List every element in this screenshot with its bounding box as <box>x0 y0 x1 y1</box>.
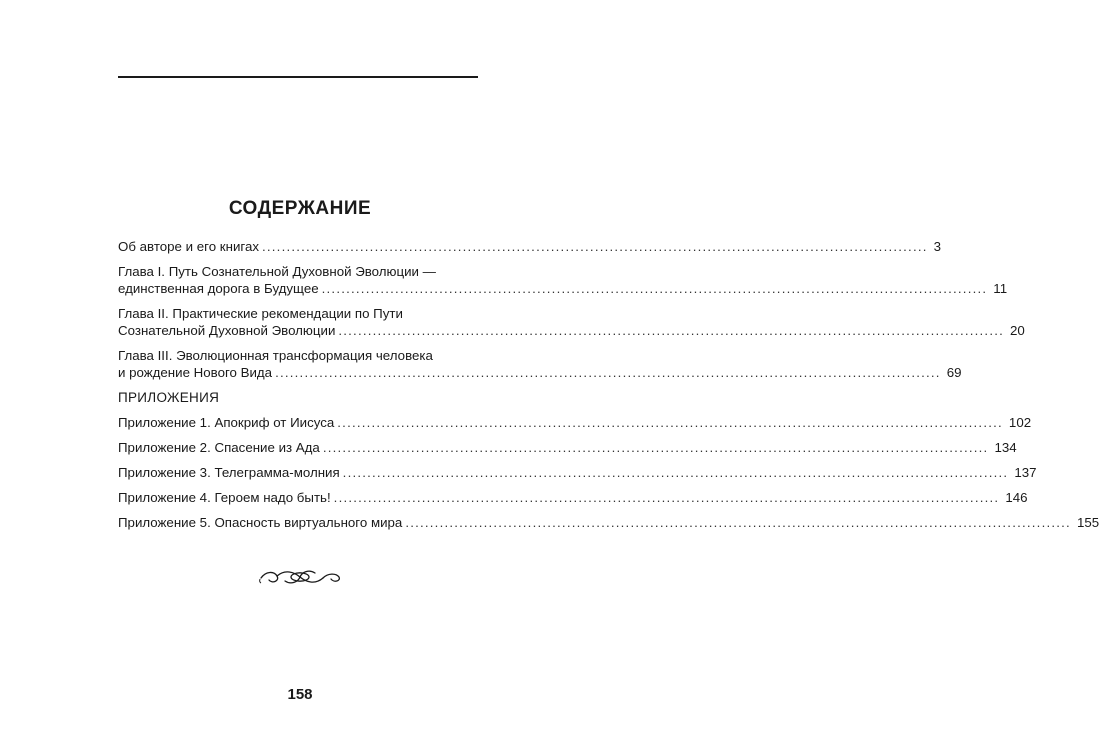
appendix-entry-title: Приложение 4. Героем надо быть! <box>118 490 331 505</box>
appendix-entry[interactable] <box>118 489 1028 506</box>
appendix-entry-page: 155 <box>1076 515 1099 530</box>
dot-leader: ........................................................................................................................................ <box>338 323 1005 338</box>
toc-entry-title-continued: Сознательной Духовной Эволюции <box>118 323 336 338</box>
toc-entry-page: 3 <box>933 239 942 254</box>
toc-entry-title: Глава III. Эволюционная трансформация человека <box>118 348 433 363</box>
appendix-entry-page: 134 <box>994 440 1017 455</box>
appendix-entry-page: 146 <box>1005 490 1028 505</box>
toc-entry-page: 20 <box>1010 323 1025 338</box>
dot-leader: ........................................................................................................................................ <box>333 490 1000 505</box>
toc-entry[interactable] <box>118 305 1025 339</box>
appendix-entry-page: 137 <box>1014 465 1037 480</box>
appendix-entry-title: Приложение 3. Телеграмма-молния <box>118 465 340 480</box>
dot-leader: ........................................................................................................................................ <box>321 281 988 296</box>
flourish-ornament-icon <box>258 565 342 589</box>
appendix-entry[interactable] <box>118 464 1037 481</box>
toc-entry[interactable] <box>118 347 962 381</box>
dot-leader: ........................................................................................................................................ <box>342 465 1009 480</box>
dot-leader: ........................................................................................................................................ <box>337 415 1003 430</box>
dot-leader: ........................................................................................................................................ <box>405 515 1071 530</box>
appendix-entry-title: Приложение 5. Опасность виртуального мира <box>118 515 403 530</box>
dot-leader: ........................................................................................................................................ <box>262 239 928 254</box>
appendix-entry-title: Приложение 1. Апокриф от Иисуса <box>118 415 335 430</box>
toc-entry-title: Об авторе и его книгах <box>118 239 259 254</box>
appendix-entry[interactable] <box>118 514 1099 531</box>
table-of-contents <box>118 238 1099 539</box>
page-number: 158 <box>287 686 313 703</box>
toc-entry[interactable] <box>118 263 1008 297</box>
toc-entry-page: 69 <box>946 365 962 380</box>
toc-entry-title-continued: единственная дорога в Будущее <box>118 281 319 296</box>
top-rule <box>118 76 478 78</box>
toc-entry[interactable] <box>118 238 942 255</box>
dot-leader: ........................................................................................................................................ <box>275 365 941 380</box>
toc-entry-title: Глава II. Практические рекомендации по Пути <box>118 306 403 321</box>
toc-entry-title-continued: и рождение Нового Вида <box>118 365 273 380</box>
page-title: СОДЕРЖАНИЕ <box>228 198 372 219</box>
appendix-entry[interactable] <box>118 414 1032 431</box>
appendix-entry-title: Приложение 2. Спасение из Ада <box>118 440 320 455</box>
appendix-entry-page: 102 <box>1008 415 1032 430</box>
appendix-heading: ПРИЛОЖЕНИЯ <box>118 390 220 405</box>
dot-leader: ........................................................................................................................................ <box>322 440 989 455</box>
toc-entry-title: Глава I. Путь Сознательной Духовной Эволюции — <box>118 264 436 279</box>
appendix-entry[interactable] <box>118 439 1017 456</box>
toc-entry-page: 11 <box>993 281 1008 296</box>
